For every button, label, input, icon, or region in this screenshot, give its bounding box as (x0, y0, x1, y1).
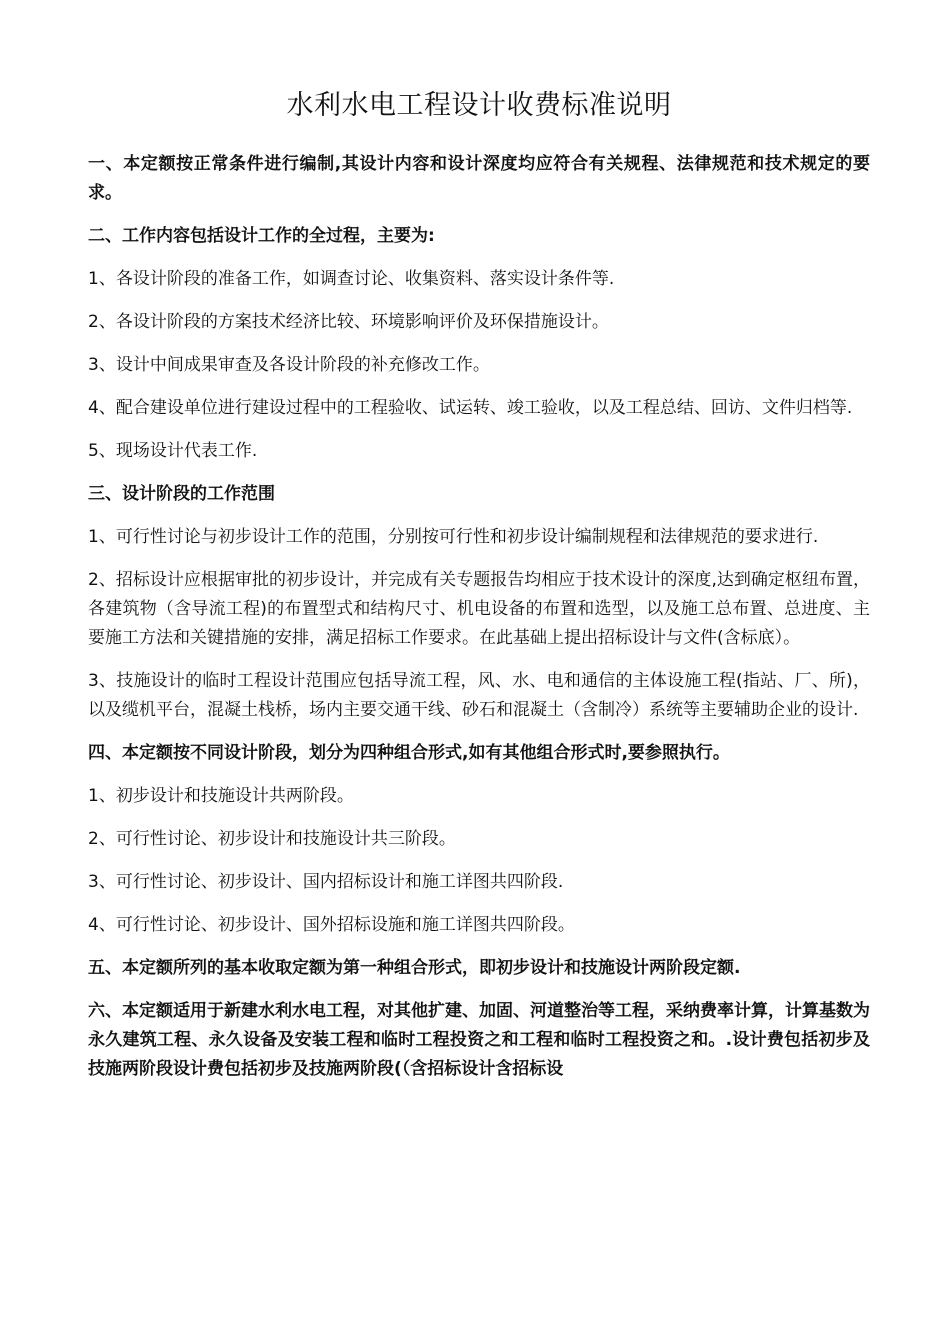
paragraph-6: 4、配合建设单位进行建设过程中的工程验收、试运转、竣工验收，以及工程总结、回访、文件归档等. (88, 398, 853, 418)
paragraph-16: 4、可行性讨论、初步设计、国外招标设施和施工详图共四阶段。 (88, 915, 575, 935)
paragraph-11: 3、技施设计的临时工程设计范围应包括导流工程，风、水、电和通信的主体设施工程(指站、厂、所)，以及缆机平台，混凝土栈桥，场内主要交通干线、砂石和混凝土（含制冷）系统等主要辅助企业的设计. (88, 671, 870, 720)
paragraph-8: 三、设计阶段的工作范围 (88, 484, 275, 504)
paragraph-14: 2、可行性讨论、初步设计和技施设计共三阶段。 (88, 829, 456, 849)
paragraph-17: 五、本定额所列的基本收取定额为第一种组合形式，即初步设计和技施设计两阶段定额. (88, 958, 741, 978)
paragraph-12: 四、本定额按不同设计阶段，划分为四种组合形式,如有其他组合形式时,要参照执行。 (88, 743, 730, 763)
paragraph-3: 1、各设计阶段的准备工作，如调查讨论、收集资料、落实设计条件等. (88, 269, 615, 289)
paragraph-9: 1、可行性讨论与初步设计工作的范围，分别按可行性和初步设计编制规程和法律规范的要求进行. (88, 527, 819, 547)
paragraph-1: 一、本定额按正常条件进行编制,其设计内容和设计深度均应符合有关规程、法律规范和技术规定的要求。 (88, 154, 870, 203)
paragraph-2: 二、工作内容包括设计工作的全过程，主要为: (88, 226, 435, 246)
paragraph-10: 2、招标设计应根据审批的初步设计，并完成有关专题报告均相应于技术设计的深度,达到确定枢纽布置，各建筑物（含导流工程)的布置型式和结构尺寸、机电设备的布置和选型，以及施工总布置、总进度、主要施工方法和关键措施的安排，满足招标工作要求。在此基础上提出招标设计与文件(含标底）。 (88, 570, 870, 648)
paragraph-7: 5、现场设计代表工作. (88, 441, 258, 461)
paragraph-4: 2、各设计阶段的方案技术经济比较、环境影响评价及环保措施设计。 (88, 312, 609, 332)
paragraph-15: 3、可行性讨论、初步设计、国内招标设计和施工详图共四阶段. (88, 872, 564, 892)
paragraph-18: 六、本定额适用于新建水利水电工程，对其他扩建、加固、河道整治等工程，采纳费率计算，计算基数为永久建筑工程、永久设备及安装工程和临时工程投资之和工程和临时工程投资之和。.设计费包括初步及技施两阶段设计费包括初步及技施两阶段(（含招标设计含招标设 (88, 1001, 870, 1079)
document-title: 水利水电工程设计收费标准说明 (286, 90, 672, 121)
paragraph-5: 3、设计中间成果审查及各设计阶段的补充修改工作。 (88, 355, 490, 375)
paragraph-13: 1、初步设计和技施设计共两阶段。 (88, 786, 354, 806)
